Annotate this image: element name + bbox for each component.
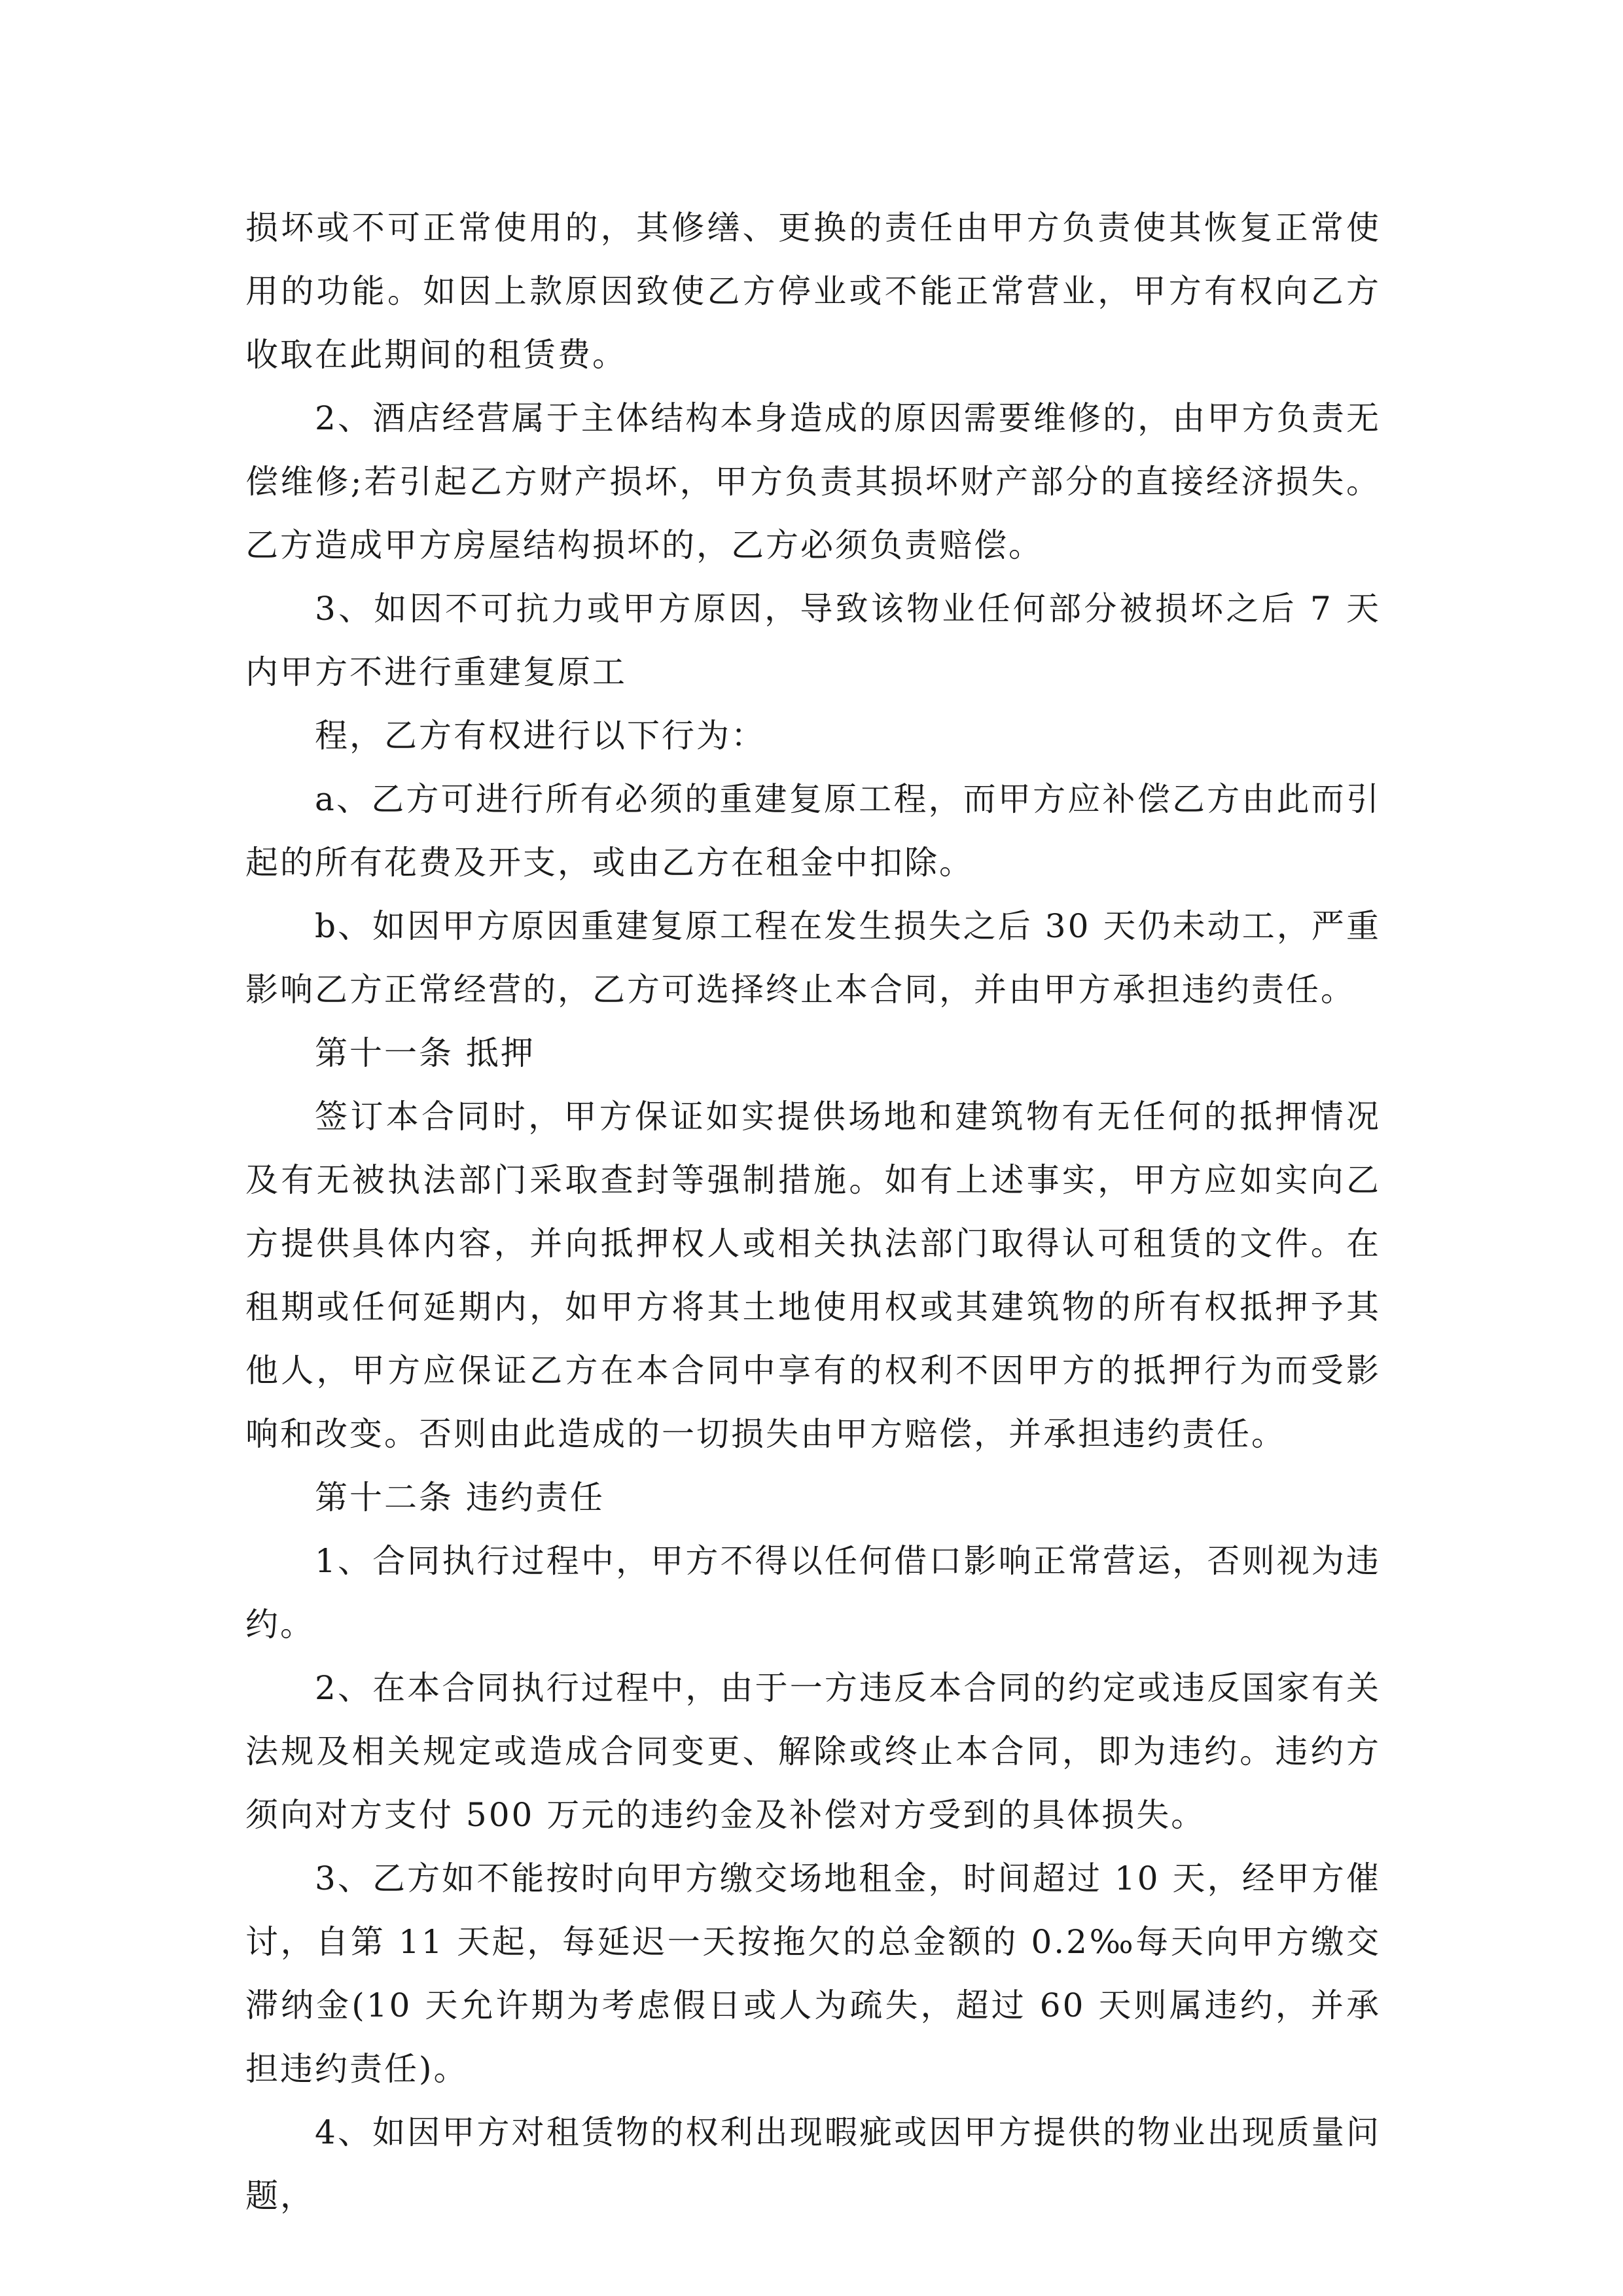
paragraph-liability-3: 3、乙方如不能按时向甲方缴交场地租金，时间超过 10 天，经甲方催讨，自第 11 天起，每延迟一天按拖欠的总金额的 0.2‰每天向甲方缴交滞纳金(10 天允许期为考虑假日或人为疏失，超过 60 天则属违约，并承担违约责任)。 — [245, 1859, 1381, 2088]
paragraph-tenant-rights: 程，乙方有权进行以下行为： — [315, 717, 766, 755]
paragraph-item-b: b、如因甲方原因重建复原工程在发生损失之后 30 天仍未动工，严重影响乙方正常经营的，乙方可选择终止本合同，并由甲方承担违约责任。 — [245, 907, 1381, 1009]
paragraph-liability-2: 2、在本合同执行过程中，由于一方违反本合同的约定或违反国家有关法规及相关规定或造成合同变更、解除或终止本合同，即为违约。违约方须向对方支付 500 万元的违约金及补偿对方受到的具体损失。 — [245, 1669, 1381, 1834]
paragraph-liability-1: 1、合同执行过程中，甲方不得以任何借口影响正常营运，否则视为违约。 — [245, 1542, 1381, 1643]
paragraph-item-a: a、乙方可进行所有必须的重建复原工程，而甲方应补偿乙方由此而引起的所有花费及开支，或由乙方在租金中扣除。 — [245, 780, 1381, 882]
document-page — [245, 196, 1381, 2228]
paragraph-mortgage-terms: 签订本合同时，甲方保证如实提供场地和建筑物有无任何的抵押情况及有无被执法部门采取查封等强制措施。如有上述事实，甲方应如实向乙方提供具体内容，并向抵押权人或相关执法部门取得认可租赁的文件。在租期或任何延期内，如甲方将其土地使用权或其建筑物的所有权抵押予其他人，甲方应保证乙方在本合同中享有的权利不因甲方的抵押行为而受影响和改变。否则由此造成的一切损失由甲方赔偿，并承担违约责任。 — [245, 1098, 1381, 1453]
paragraph-liability-4: 4、如因甲方对租赁物的权利出现暇疵或因甲方提供的物业出现质量问题， — [245, 2113, 1381, 2215]
paragraph-clause-3-force-majeure: 3、如因不可抗力或甲方原因，导致该物业任何部分被损坏之后 7 天内甲方不进行重建复原工 — [245, 590, 1381, 691]
heading-article-11-mortgage: 第十一条 抵押 — [315, 1034, 535, 1072]
heading-article-12-liability: 第十二条 违约责任 — [315, 1479, 605, 1516]
paragraph-clause-2-structure-repair: 2、酒店经营属于主体结构本身造成的原因需要维修的，由甲方负责无偿维修;若引起乙方财产损坏，甲方负责其损坏财产部分的直接经济损失。乙方造成甲方房屋结构损坏的，乙方必须负责赔偿。 — [245, 399, 1381, 564]
paragraph-repair-responsibility: 损坏或不可正常使用的，其修缮、更换的责任由甲方负责使其恢复正常使用的功能。如因上款原因致使乙方停业或不能正常营业，甲方有权向乙方收取在此期间的租赁费。 — [245, 209, 1381, 374]
